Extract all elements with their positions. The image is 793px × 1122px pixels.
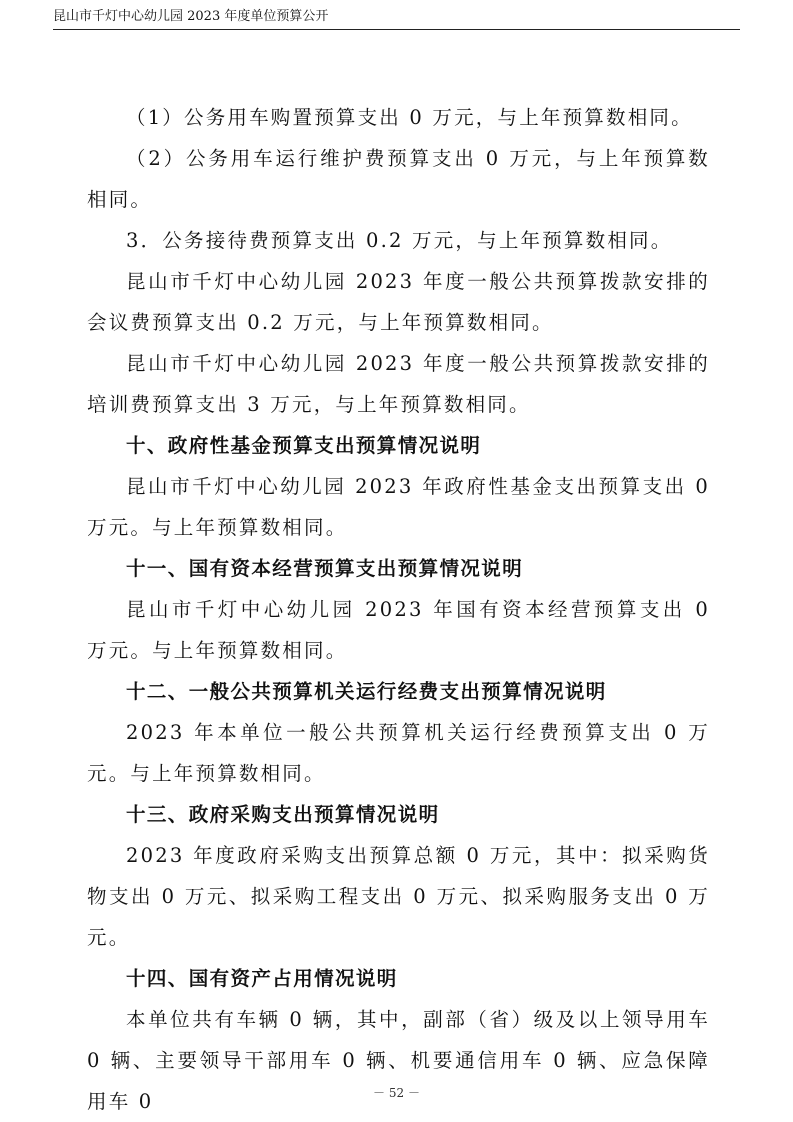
paragraph-procurement: 2023 年度政府采购支出预算总额 0 万元，其中：拟采购货物支出 0 万元、拟采购工程支出 0 万元、拟采购服务支出 0 万元。 xyxy=(87,844,710,949)
paragraph-vehicle-purchase: （1）公务用车购置预算支出 0 万元，与上年预算数相同。 xyxy=(126,106,693,129)
paragraph-training-fee: 昆山市千灯中心幼儿园 2023 年度一般公共预算拨款安排的培训费预算支出 3 万元，与上年预算数相同。 xyxy=(87,352,710,416)
paragraph-state-capital: 昆山市千灯中心幼儿园 2023 年国有资本经营预算支出 0 万元。与上年预算数相同。 xyxy=(87,598,710,662)
section-heading-10: 十、政府性基金预算支出预算情况说明 xyxy=(126,434,482,457)
paragraph-reception-fee: 3．公务接待费预算支出 0.2 万元，与上年预算数相同。 xyxy=(126,229,673,252)
paragraph-operating-expenses: 2023 年本单位一般公共预算机关运行经费预算支出 0 万元。与上年预算数相同。 xyxy=(87,721,710,785)
page-number: － 52 － xyxy=(373,1086,420,1100)
section-heading-14: 十四、国有资产占用情况说明 xyxy=(126,967,398,990)
section-heading-11: 十一、国有资本经营预算支出预算情况说明 xyxy=(126,557,524,580)
running-header: 昆山市千灯中心幼儿园 2023 年度单位预算公开 xyxy=(53,9,329,24)
section-heading-12: 十二、一般公共预算机关运行经费支出预算情况说明 xyxy=(126,680,607,703)
paragraph-vehicle-maintenance: （2）公务用车运行维护费预算支出 0 万元，与上年预算数相同。 xyxy=(87,147,710,211)
paragraph-state-assets: 本单位共有车辆 0 辆，其中，副部（省）级及以上领导用车 0 辆、主要领导干部用车 0 辆、机要通信用车 0 辆、应急保障用车 0 xyxy=(87,1008,710,1113)
paragraph-meeting-fee: 昆山市千灯中心幼儿园 2023 年度一般公共预算拨款安排的会议费预算支出 0.2 万元，与上年预算数相同。 xyxy=(87,270,710,334)
header-divider xyxy=(53,29,740,30)
section-heading-13: 十三、政府采购支出预算情况说明 xyxy=(126,803,440,826)
paragraph-government-fund: 昆山市千灯中心幼儿园 2023 年政府性基金支出预算支出 0 万元。与上年预算数相同。 xyxy=(87,475,710,539)
document-body xyxy=(87,97,710,1122)
